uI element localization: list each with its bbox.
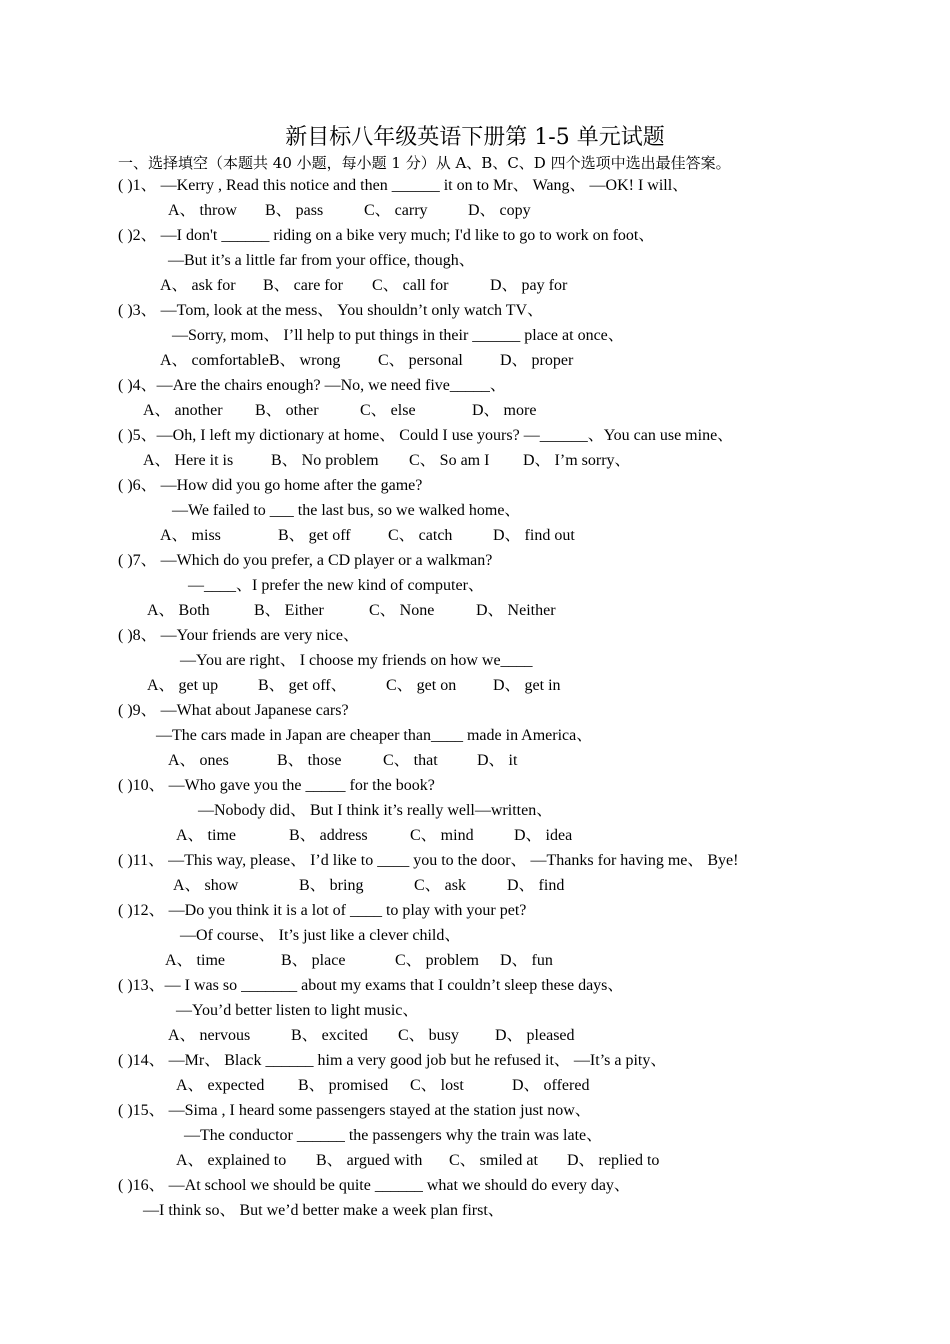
option-a: A、 throw <box>168 202 237 219</box>
option-b: B、 promised <box>298 1077 389 1094</box>
option-b: B、 care for <box>263 277 343 294</box>
question-reply: —You are right、 I choose my friends on how we____ <box>180 652 533 669</box>
question-reply: —____、I prefer the new kind of computer、 <box>188 577 484 594</box>
option-c: C、 ask <box>414 877 467 894</box>
option-a: A、 miss <box>160 527 221 544</box>
option-a: A、 time <box>165 952 225 969</box>
option-b: B、 get off <box>278 527 351 544</box>
option-c: C、 problem <box>395 952 479 969</box>
question-stem: ( )12、 —Do you think it is a lot of ____ to play with your pet? <box>118 902 527 919</box>
question-stem: ( )10、 —Who gave you the _____ for the book? <box>118 777 435 794</box>
question-reply: —The conductor ______ the passengers why the train was late、 <box>184 1127 603 1144</box>
option-a: A、 another <box>143 402 223 419</box>
option-d: D、 I’m sorry、 <box>523 452 631 469</box>
option-a: A、 Here it is <box>143 452 234 469</box>
question-reply: —Sorry, mom、 I’ll help to put things in their ______ place at once、 <box>172 327 624 344</box>
question-stem: ( )11、 —This way, please、 I’d like to ____ you to the door、 —Thanks for having me、 Bye! <box>118 852 739 869</box>
question-stem: ( )15、 —Sima , I heard some passengers stayed at the station just now、 <box>118 1102 591 1119</box>
question-stem: ( )2、 —I don't ______ riding on a bike very much; I'd like to go to work on foot、 <box>118 227 655 244</box>
question-stem: ( )1、 —Kerry , Read this notice and then ______ it on to Mr、 Wang、 —OK! I will、 <box>118 177 689 194</box>
option-c: C、 mind <box>410 827 474 844</box>
option-b: B、 bring <box>299 877 364 894</box>
question-stem: ( )6、 —How did you go home after the game? <box>118 477 423 494</box>
option-d: D、 Neither <box>476 602 556 619</box>
question-reply: —We failed to ___ the last bus, so we walked home、 <box>172 502 521 519</box>
option-d: D、 find <box>507 877 565 894</box>
option-b: B、 No problem <box>271 452 379 469</box>
option-a: A、 get up <box>147 677 219 694</box>
option-a: A、 ask for <box>160 277 236 294</box>
option-d: D、 idea <box>514 827 573 844</box>
option-d: D、 fun <box>500 952 553 969</box>
question-reply: —You’d better listen to light music、 <box>176 1002 419 1019</box>
option-c: C、 that <box>383 752 438 769</box>
option-d: D、 find out <box>493 527 575 544</box>
option-d: D、 pleased <box>495 1027 575 1044</box>
option-d: D、 replied to <box>567 1152 660 1169</box>
option-a: A、 Both <box>147 602 210 619</box>
option-d: D、 copy <box>468 202 531 219</box>
question-stem: ( )4、—Are the chairs enough? —No, we need five_____、 <box>118 377 506 394</box>
question-stem: ( )13、— I was so _______ about my exams that I couldn’t sleep these days、 <box>118 977 624 994</box>
option-c: C、 personal <box>378 352 463 369</box>
question-stem: ( )7、 —Which do you prefer, a CD player or a walkman? <box>118 552 493 569</box>
option-d: D、 it <box>477 752 518 769</box>
option-b: B、 place <box>281 952 346 969</box>
option-a: A、 ones <box>168 752 229 769</box>
option-c: C、 catch <box>388 527 453 544</box>
option-d: D、 proper <box>500 352 574 369</box>
question-stem: ( )3、 —Tom, look at the mess、 You shouldn’t only watch TV、 <box>118 302 544 319</box>
option-a: A、 explained to <box>176 1152 287 1169</box>
option-d: D、 get in <box>493 677 561 694</box>
option-c: C、 lost <box>410 1077 464 1094</box>
option-d: D、 offered <box>512 1077 590 1094</box>
question-stem: ( )14、 —Mr、 Black ______ him a very good job but he refused it、 —It’s a pity、 <box>118 1052 667 1069</box>
option-b: B、 get off、 <box>258 677 347 694</box>
question-stem: ( )9、 —What about Japanese cars? <box>118 702 349 719</box>
option-c: C、 carry <box>364 202 428 219</box>
option-a: A、 show <box>173 877 239 894</box>
option-d: D、 more <box>472 402 537 419</box>
option-a: A、 expected <box>176 1077 265 1094</box>
question-reply: —The cars made in Japan are cheaper than____ made in America、 <box>156 727 593 744</box>
option-b: B、 other <box>255 402 319 419</box>
option-b: B、 Either <box>254 602 324 619</box>
option-c: C、 None <box>369 602 435 619</box>
page-title: 新目标八年级英语下册第 1-5 单元试题 <box>285 125 665 150</box>
option-d: D、 pay for <box>490 277 568 294</box>
option-c: C、 busy <box>398 1027 459 1044</box>
option-a: A、 time <box>176 827 236 844</box>
question-stem: ( )5、—Oh, I left my dictionary at home、 Could I use yours? —______、You can use mine、 <box>118 427 734 444</box>
section-heading: 一、选择填空（本题共 40 小题，每小题 1 分）从 A、B、C、D 四个选项中选出最佳答案。 <box>118 154 731 172</box>
option-b: B、 address <box>289 827 368 844</box>
question-reply: —I think so、 But we’d better make a week plan first、 <box>143 1202 504 1219</box>
question-reply: —Of course、 It’s just like a clever child、 <box>180 927 461 944</box>
option-c: C、 call for <box>372 277 449 294</box>
option-b: B、 argued with <box>316 1152 423 1169</box>
option-b: B、 those <box>277 752 342 769</box>
option-c: C、 So am I <box>409 452 490 469</box>
option-a: A、 nervous <box>168 1027 251 1044</box>
option-c: C、 else <box>360 402 416 419</box>
question-reply: —But it’s a little far from your office, though、 <box>168 252 475 269</box>
question-stem: ( )8、 —Your friends are very nice、 <box>118 627 359 644</box>
option-ab: A、 comfortableB、 wrong <box>160 352 341 369</box>
option-b: B、 pass <box>265 202 324 219</box>
option-b: B、 excited <box>291 1027 368 1044</box>
question-reply: —Nobody did、 But I think it’s really well—written、 <box>198 802 553 819</box>
question-stem: ( )16、 —At school we should be quite ______ what we should do every day、 <box>118 1177 630 1194</box>
option-c: C、 get on <box>386 677 457 694</box>
option-c: C、 smiled at <box>449 1152 538 1169</box>
